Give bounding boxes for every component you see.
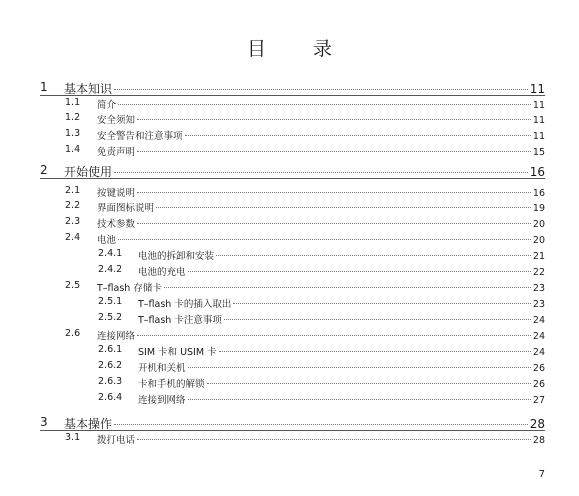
dot-leader <box>207 383 531 384</box>
dot-leader <box>233 303 531 304</box>
toc-entry-page: 11 <box>532 131 545 142</box>
page-title: 目 录 <box>246 38 346 60</box>
toc-entry-label: 卡和手机的解锁 <box>138 379 205 390</box>
toc-entry[interactable] <box>65 328 545 342</box>
toc-entry-page: 16 <box>532 188 545 199</box>
toc-entry-number: 3.1 <box>65 432 81 443</box>
toc-entry[interactable] <box>65 280 545 294</box>
toc-entry-label: T–flash 卡的插入取出 <box>138 299 232 310</box>
toc-entry-page: 24 <box>532 331 545 342</box>
toc-entry-page: 24 <box>532 347 545 358</box>
toc-entry-label: 连接到网络 <box>138 395 186 406</box>
toc-entry-page: 11 <box>532 100 545 111</box>
toc-entry-number: 2.1 <box>65 185 81 196</box>
toc-entry-page: 16 <box>529 165 545 179</box>
toc-entry-number: 2.5.1 <box>98 296 123 307</box>
toc-entry-page: 26 <box>532 363 545 374</box>
toc-entry-number: 1 <box>40 80 48 94</box>
toc-entry[interactable] <box>65 216 545 230</box>
dot-leader <box>114 172 528 173</box>
toc-entry-number: 2.3 <box>65 216 81 227</box>
toc-entry-number: 2.5 <box>65 280 81 291</box>
dot-leader <box>137 335 531 336</box>
toc-entry-label: 安全须知 <box>97 115 136 126</box>
toc-entry[interactable] <box>98 264 545 278</box>
dot-leader <box>224 319 531 320</box>
toc-entry-number: 1.2 <box>65 112 81 123</box>
toc-entry-label: 开机和关机 <box>138 363 186 374</box>
toc-entry-number: 1.4 <box>65 144 81 155</box>
chapter-rule <box>40 95 545 96</box>
dot-leader <box>216 255 531 256</box>
toc-entry-page: 22 <box>532 267 545 278</box>
dot-leader <box>137 439 531 440</box>
toc-entry-page: 23 <box>532 299 545 310</box>
toc-entry-label: 电池 <box>97 235 117 246</box>
toc-entry-number: 1.3 <box>65 128 81 139</box>
toc-entry[interactable] <box>98 296 545 310</box>
toc-entry-label: 技术参数 <box>97 219 136 230</box>
dot-leader <box>137 151 531 152</box>
toc-entry-page: 15 <box>532 147 545 158</box>
toc-entry[interactable] <box>65 200 545 214</box>
toc-entry-label: 安全警告和注意事项 <box>97 131 183 142</box>
toc-entry-label: 免责声明 <box>97 147 136 158</box>
dot-leader <box>137 119 531 120</box>
toc-entry-number: 2.5.2 <box>98 312 123 323</box>
toc-entry-page: 28 <box>529 417 545 431</box>
dot-leader <box>118 239 531 240</box>
toc-entry-number: 2.4 <box>65 232 81 243</box>
toc-entry-number: 2.6.3 <box>98 376 123 387</box>
toc-entry-label: T–flash 卡注意事项 <box>138 315 222 326</box>
chapter-rule <box>40 430 545 431</box>
toc-entry-page: 11 <box>529 82 545 96</box>
toc-entry-number: 2.6.1 <box>98 344 123 355</box>
toc-entry-number: 3 <box>40 415 48 429</box>
toc-entry[interactable] <box>98 248 545 262</box>
dot-leader <box>137 192 531 193</box>
toc-entry-number: 2.6 <box>65 328 81 339</box>
toc-entry-page: 20 <box>532 219 545 230</box>
toc-entry-label: 按键说明 <box>97 188 136 199</box>
page-number: 7 <box>538 469 545 480</box>
toc-entry[interactable] <box>98 376 545 390</box>
dot-leader <box>137 223 531 224</box>
toc-entry[interactable] <box>98 344 545 358</box>
toc-entry-page: 26 <box>532 379 545 390</box>
toc-entry[interactable] <box>65 144 545 158</box>
dot-leader <box>219 351 531 352</box>
chapter-rule <box>40 178 545 179</box>
toc-entry-label: 电池的拆卸和安装 <box>138 251 215 262</box>
dot-leader <box>185 135 531 136</box>
toc-entry[interactable] <box>98 312 545 326</box>
toc-entry-label: T–flash 存储卡 <box>97 283 162 294</box>
dot-leader <box>164 287 531 288</box>
toc-entry-page: 11 <box>532 115 545 126</box>
toc-entry[interactable] <box>65 97 545 111</box>
dot-leader <box>114 89 528 90</box>
dot-leader <box>188 367 531 368</box>
toc-entry-page: 24 <box>532 315 545 326</box>
toc-entry[interactable] <box>98 392 545 406</box>
toc-entry-label: 简介 <box>97 100 117 111</box>
toc-entry[interactable] <box>65 432 545 446</box>
toc-entry-label: 连接网络 <box>97 331 136 342</box>
dot-leader <box>188 271 531 272</box>
dot-leader <box>114 424 528 425</box>
toc-entry-page: 21 <box>532 251 545 262</box>
toc-entry-label: 开始使用 <box>64 165 113 179</box>
toc-entry[interactable] <box>98 360 545 374</box>
dot-leader <box>118 104 531 105</box>
toc-entry-number: 2 <box>40 163 48 177</box>
toc-entry-number: 2.6.2 <box>98 360 123 371</box>
toc-entry-label: 基本操作 <box>64 417 113 431</box>
toc-entry-label: 拨打电话 <box>97 435 136 446</box>
toc-entry-label: SIM 卡和 USIM 卡 <box>138 347 217 358</box>
toc-entry[interactable] <box>65 185 545 199</box>
toc-entry-label: 界面图标说明 <box>97 203 155 214</box>
toc-entry-number: 2.4.2 <box>98 264 123 275</box>
toc-entry-page: 19 <box>532 203 545 214</box>
toc-entry-page: 20 <box>532 235 545 246</box>
toc-entry-number: 2.6.4 <box>98 392 123 403</box>
toc-entry-page: 23 <box>532 283 545 294</box>
toc-entry[interactable] <box>65 128 545 142</box>
toc-entry-page: 27 <box>532 395 545 406</box>
toc-entry-label: 电池的充电 <box>138 267 186 278</box>
dot-leader <box>188 399 531 400</box>
toc-entry-label: 基本知识 <box>64 82 113 96</box>
toc-entry-number: 2.4.1 <box>98 248 123 259</box>
toc-entry-page: 28 <box>532 435 545 446</box>
toc-entry[interactable] <box>65 232 545 246</box>
toc-entry-number: 1.1 <box>65 97 81 108</box>
toc-entry-number: 2.2 <box>65 200 81 211</box>
toc-entry[interactable] <box>65 112 545 126</box>
dot-leader <box>156 207 531 208</box>
